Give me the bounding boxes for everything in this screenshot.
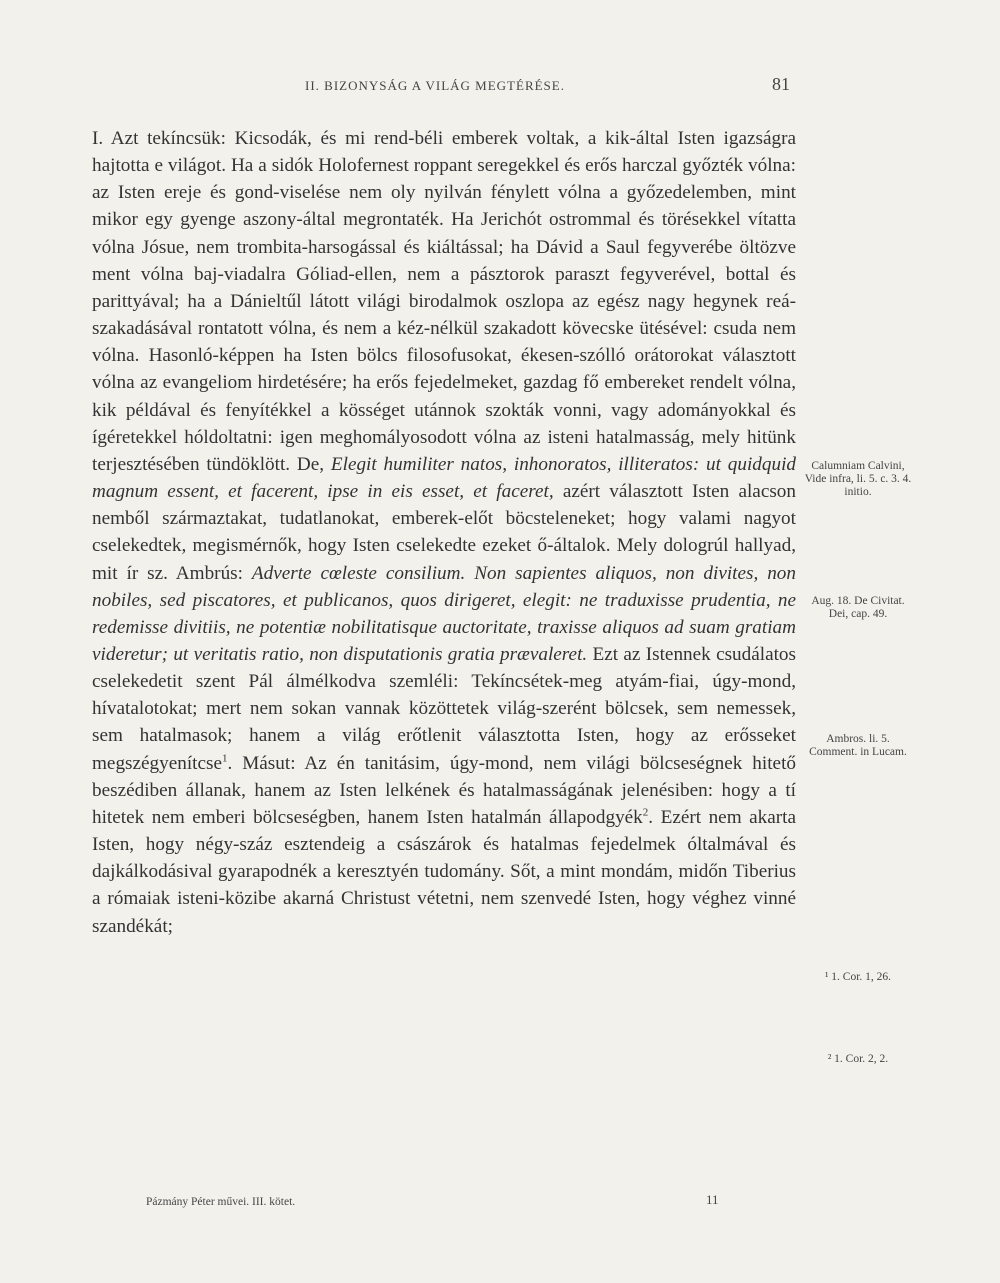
signature-number: 11: [706, 1192, 719, 1207]
latin-quote: Elegit humiliter natos, inhonoratos, illiteratos: ut quidquid magnum essent, et facerent, ipse in eis esset, et faceret,: [92, 453, 796, 503]
margin-note: Calumniam Calvini, Vide infra, li. 5. c. 3. 4. initio.: [804, 460, 912, 498]
text-run: . Ezért nem akarta Isten, hogy négy-száz esztendeig a császárok és hatalmas fejedelmek óltalmával és dajkálkodásival gyarapodnék a keresztyén tudomány. Sőt, a mint mondám, midőn Tiberius a rómaiak isteni-közibe akarná Christust vétetni, nem szenvedé Isten, hogy véghez vinné szandékát;: [92, 806, 797, 937]
margin-note: ¹ 1. Cor. 1, 26.: [824, 971, 892, 983]
margin-note: Ambros. li. 5. Comment. in Lucam.: [809, 733, 907, 758]
body-text: [92, 125, 796, 940]
text-run: azért választott Isten alacson nemből származtakat, tudatlanokat, emberek-előt böcsteleneket; hogy valami nagyot cselekedtek, megismérnők, hogy Isten cselekedte ezeket ő-általok. Mely dologrúl hallyad, mit ír sz. Ambrús:: [92, 481, 796, 584]
latin-quote: Adverte cœleste consilium. Non sapientes aliquos, non divites, non nobiles, sed piscatores, et publicanos, quos dirigeret, elegit: ne traduxisse prudentia, ne redemisse divitiis, ne potentiæ nobilitatisque auctoritate, traxisse aliquos ad suam gratiam videretur; ut veritatis ratio, non disputationis gratia prævaleret.: [92, 562, 796, 665]
margin-note: Aug. 18. De Civitat. Dei, cap. 49.: [811, 595, 905, 620]
footer-signature: Pázmány Péter művei. III. kötet.: [146, 1196, 296, 1208]
text-run: . Másut: Az én tanitásim, úgy-mond, nem világi bölcseségnek hitető beszédiben állanak, hanem az Isten lelkének és hatalmasságának jelenésiben: hogy a tí hitetek nem emberi bölcseségben, hanem Isten hatalmán állapodgyék: [92, 752, 796, 828]
footnote-marker: 2: [642, 806, 649, 819]
text-run: I. Azt tekíncsük: Kicsodák, és mi rend-béli emberek voltak, a kik-által Isten igazságra hajtotta e világot. Ha a sidók Holofernest roppant seregekkel és erős harczal győzték vólna: az Isten ereje és gond-viselése nem oly nyilván fénylett vólna a győzedelemben, mint mikor egy gyenge aszony-által megrontaték. Ha Jerichót ostrommal és törésekkel vítatta vólna Jósue, nem trombita-harsogással és kiáltással; ha Dávid a Saul fegyverébe öltözve ment vólna baj-viadalra Góliad-ellen, nem a pásztorok paraszt fegyverével, bottal és parittyával; ha a Dánieltűl látott világi birodalmok oszlopa az egész nagy hegynek reá-szakadásával rontatott vólna, és nem a kéz-nélkül szakadott kövecske ütésével: csuda nem vólna. Hasonló-képpen ha Isten bölcs filosofusokat, ékesen-szólló orátorokat választott vólna az evangeliom hirdetésére; ha erős fejedelmeket, gazdag fő embereket rendelt vólna, kik példával és fenyítékkel a kösséget utánnok szokták vonni, vagy adományokkal és ígéretekkel hóldoltatni: igen meghomályosodott vólna az isteni hatalmasság, mely hitünk terjesztésében tündöklött. De,: [92, 128, 796, 475]
running-title: II. BIZONYSÁG A VILÁG MEGTÉRÉSE.: [305, 78, 565, 93]
text-run: Ezt az Istennek csudálatos cselekedetit szent Pál álmélkodva szemléli: Tekíncsétek-meg atyám-fiai, úgy-mond, hívatalotokat; mert nem sokan vannak közöttetek világ-szerént bölcsek, sem nemessek, sem hatalmasok; hanem a világ erőtlenit választotta Isten, hogy az erősseket megszégyenítcse: [92, 643, 796, 774]
margin-note: ² 1. Cor. 2, 2.: [827, 1053, 889, 1065]
footnote-marker: 1: [222, 752, 228, 765]
page-number: 81: [772, 74, 790, 94]
paragraph: [92, 125, 796, 940]
